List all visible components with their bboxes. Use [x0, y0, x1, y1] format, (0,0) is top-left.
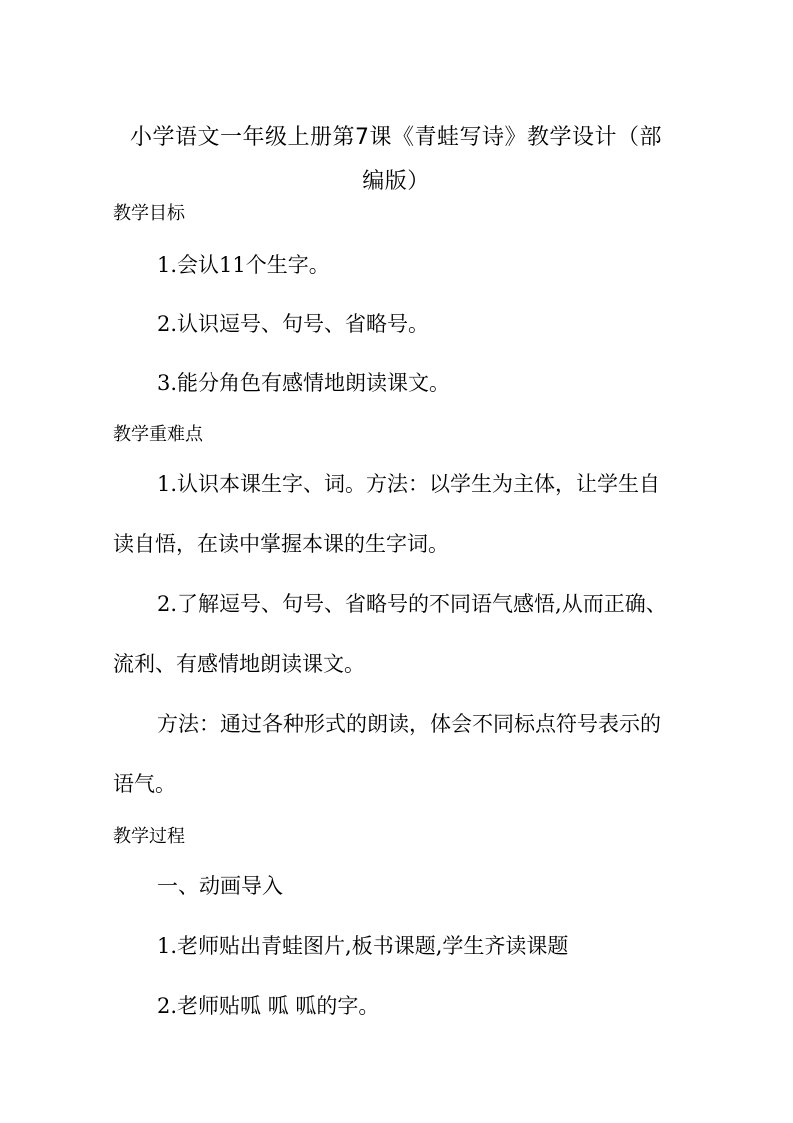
key-point-3-line-1: 方法：通过各种形式的朗读，体会不同标点符号表示的: [157, 712, 661, 736]
section-heading-process: 教学过程: [113, 826, 185, 847]
section-heading-goals: 教学目标: [113, 203, 185, 224]
key-point-1-line-1: 1.认识本课生字、词。方法：以学生为主体，让学生自: [157, 472, 661, 496]
key-point-1-line-2: 读自悟，在读中掌握本课的生字词。: [113, 532, 449, 556]
key-point-3-line-2: 语气。: [113, 772, 176, 796]
key-point-2-line-1: 2.了解逗号、句号、省略号的不同语气感悟,从而正确、: [157, 592, 667, 616]
key-point-2-line-2: 流利、有感情地朗读课文。: [113, 652, 365, 676]
title-line-1: 小学语文一年级上册第7课《青蛙写诗》教学设计（部: [130, 125, 662, 150]
process-item-2: 2.老师贴呱 呱 呱的字。: [157, 994, 380, 1018]
document-title: [112, 116, 680, 204]
goal-item-3: 3.能分角色有感情地朗读课文。: [157, 371, 451, 395]
section-heading-key-points: 教学重难点: [113, 424, 203, 445]
goal-item-1: 1.会认11个生字。: [157, 253, 330, 277]
goal-item-2: 2.认识逗号、句号、省略号。: [157, 312, 430, 336]
process-item-1: 1.老师贴出青蛙图片,板书课题,学生齐读课题: [157, 934, 569, 958]
title-line-2: 编版）: [362, 169, 430, 194]
process-step-1: 一、动画导入: [157, 874, 283, 898]
